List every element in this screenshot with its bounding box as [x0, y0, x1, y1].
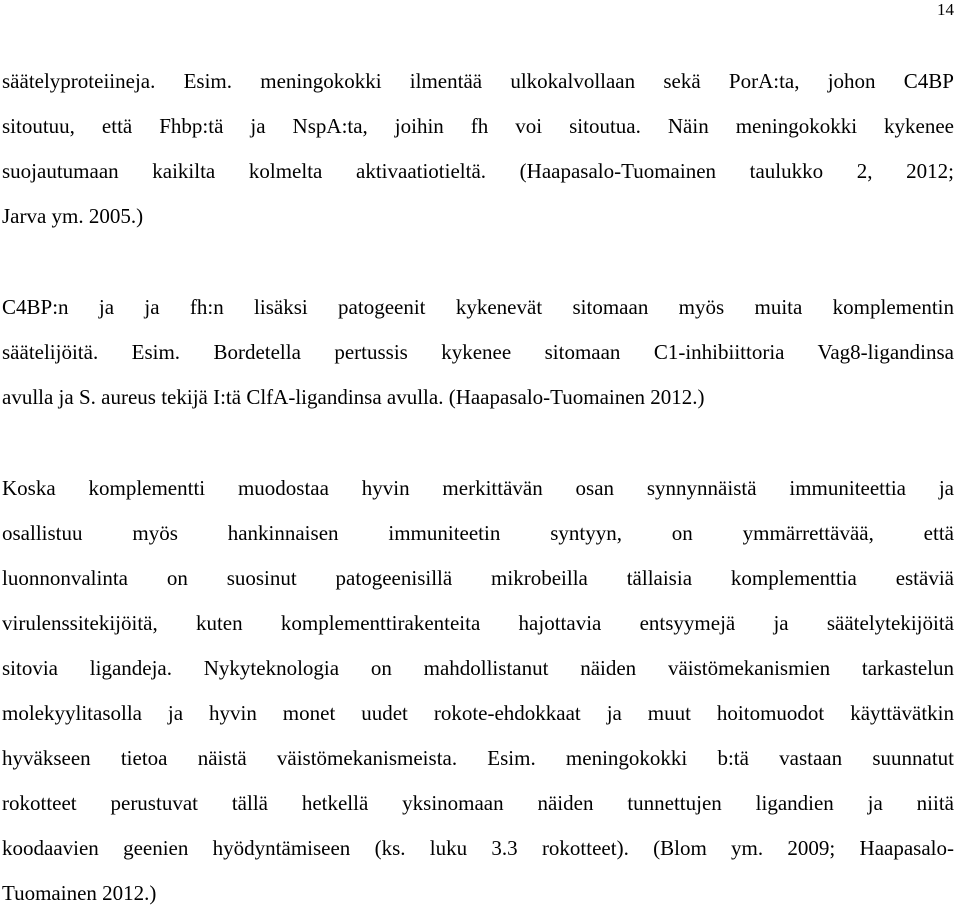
paragraph-other-regulators	[2, 285, 954, 420]
text-line: säätelyproteiineja. Esim. meningokokki ilmentää ulkokalvollaan sekä PorA:ta, johon C4BP	[2, 69, 954, 93]
paragraph-meningococcal-evasion	[2, 59, 954, 239]
text-line: osallistuu myös hankinnaisen immuniteetin syntyyn, on ymmärrettävää, että	[2, 521, 954, 545]
paragraph-complement-significance	[2, 466, 954, 916]
text-line: molekyylitasolla ja hyvin monet uudet rokote-ehdokkaat ja muut hoitomuodot käyttävätkin	[2, 701, 954, 725]
text-line: koodaavien geenien hyödyntämiseen (ks. luku 3.3 rokotteet). (Blom ym. 2009; Haapasalo-	[2, 836, 954, 860]
text-line: C4BP:n ja ja fh:n lisäksi patogeenit kykenevät sitomaan myös muita komplementin	[2, 295, 954, 319]
text-line: Jarva ym. 2005.)	[2, 204, 144, 228]
text-line: sitovia ligandeja. Nykyteknologia on mahdollistanut näiden väistömekanismien tarkastelun	[2, 656, 954, 680]
text-line: virulenssitekijöitä, kuten komplementtirakenteita hajottavia entsyymejä ja säätelytekijöitä	[2, 611, 954, 635]
text-line: Tuomainen 2012.)	[2, 881, 157, 905]
text-line: avulla ja S. aureus tekijä I:tä ClfA-ligandinsa avulla. (Haapasalo-Tuomainen 2012.)	[2, 385, 705, 409]
text-line: suojautumaan kaikilta kolmelta aktivaatiotieltä. (Haapasalo-Tuomainen taulukko 2, 2012;	[2, 159, 954, 183]
page-number: 14	[937, 0, 954, 19]
text-line: Koska komplementti muodostaa hyvin merkittävän osan synnynnäistä immuniteettia ja	[2, 476, 954, 500]
text-line: hyväkseen tietoa näistä väistömekanismeista. Esim. meningokokki b:tä vastaan suunnatut	[2, 746, 954, 770]
text-line: sitoutuu, että Fhbp:tä ja NspA:ta, joihin fh voi sitoutua. Näin meningokokki kykenee	[2, 114, 954, 138]
text-line: säätelijöitä. Esim. Bordetella pertussis kykenee sitomaan C1-inhibiittoria Vag8-ligandinsa	[2, 340, 954, 364]
text-line: rokotteet perustuvat tällä hetkellä yksinomaan näiden tunnettujen ligandien ja niitä	[2, 791, 954, 815]
text-line: luonnonvalinta on suosinut patogeenisillä mikrobeilla tällaisia komplementtia estäviä	[2, 566, 954, 590]
